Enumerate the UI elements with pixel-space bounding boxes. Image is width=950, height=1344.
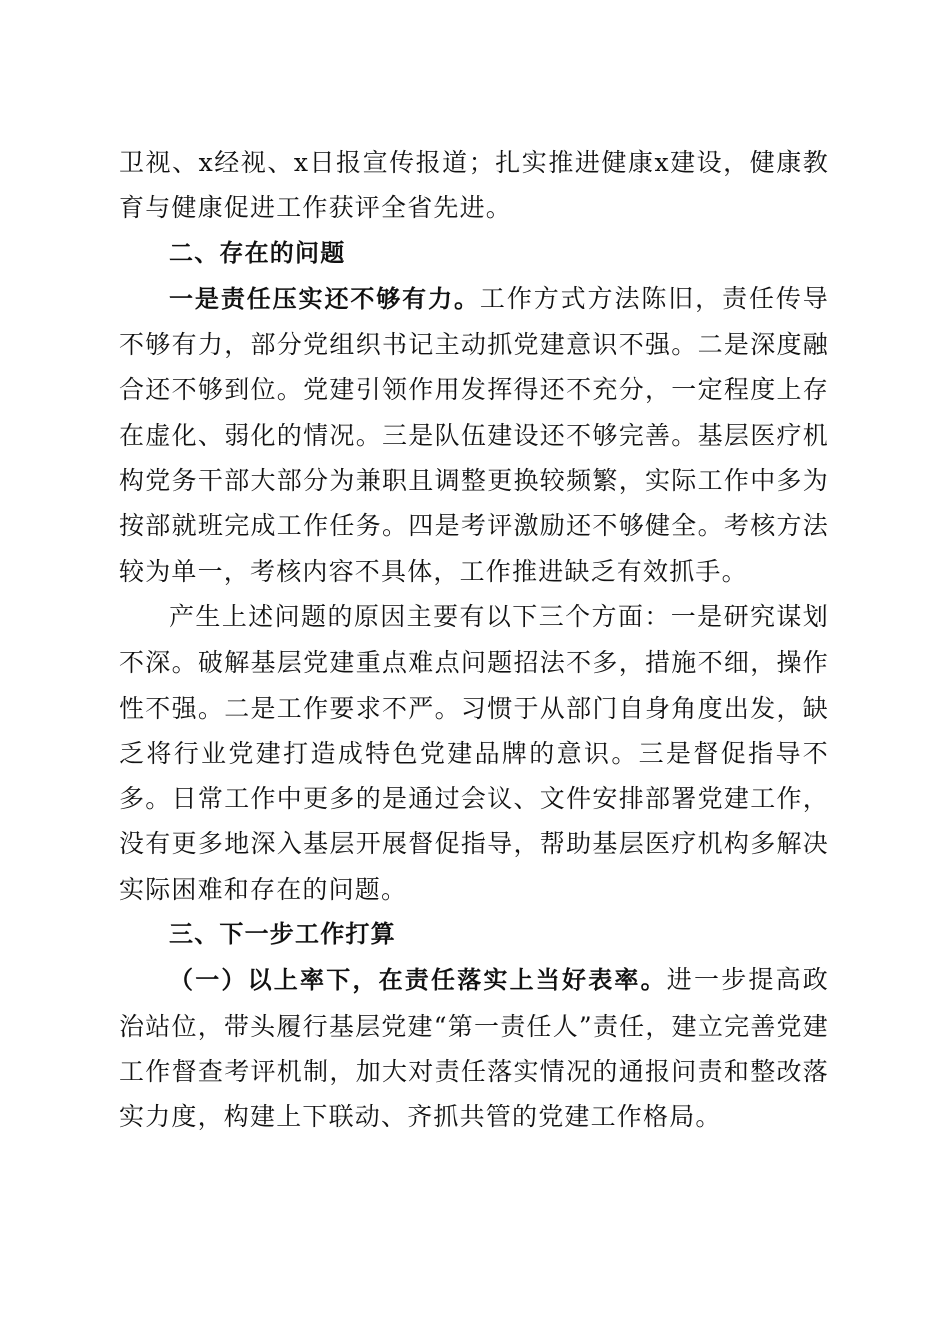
section-heading-problems: 二、存在的问题 bbox=[169, 238, 346, 267]
paragraph-text: 产生上述问题的原因主要有以下三个方面：一是研究谋划不深。破解基层党建重点难点问题招法不多，措施不细，操作性不强。二是工作要求不严。习惯于从部门自身角度出发，缺乏将行业党建打造成特色党建品牌的意识。三是督促指导不多。日常工作中更多的是通过会议、文件安排部署党建工作，没有更多地深入基层开展督促指导，帮助基层医疗机构多解决实际困难和存在的问题。 bbox=[119, 601, 829, 904]
paragraph-text: 工作方式方法陈旧，责任传导不够有力，部分党组织书记主动抓党建意识不强。二是深度融合还不够到位。党建引领作用发挥得还不充分，一定程度上存在虚化、弱化的情况。三是队伍建设还不够完善。基层医疗机构党务干部大部分为兼职且调整更换较频繁，实际工作中多为按部就班完成工作任务。四是考评激励还不够健全。考核方法较为单一，考核内容不具体，工作推进缺乏有效抓手。 bbox=[119, 283, 829, 586]
document-body bbox=[119, 140, 829, 1140]
paragraph-lead: （一）以上率下，在责任落实上当好表率。 bbox=[169, 966, 667, 995]
section-heading-next-steps: 三、下一步工作打算 bbox=[169, 920, 396, 949]
paragraph-lead: 一是责任压实还不够有力。 bbox=[169, 284, 480, 313]
paragraph-text: 进一步提高政治站位，带头履行基层党建“第一责任人”责任，建立完善党建工作督查考评机制，加大对责任落实情况的通报问责和整改落实力度，构建上下联动、齐抓共管的党建工作格局。 bbox=[119, 965, 829, 1132]
paragraph-next-step-1 bbox=[119, 957, 829, 1139]
paragraph-problems bbox=[119, 276, 829, 594]
paragraph-text: 卫视、x经视、x日报宣传报道；扎实推进健康x建设，健康教育与健康促进工作获评全省先进。 bbox=[119, 148, 829, 223]
paragraph-continuation bbox=[119, 140, 829, 231]
paragraph-causes bbox=[119, 594, 829, 912]
